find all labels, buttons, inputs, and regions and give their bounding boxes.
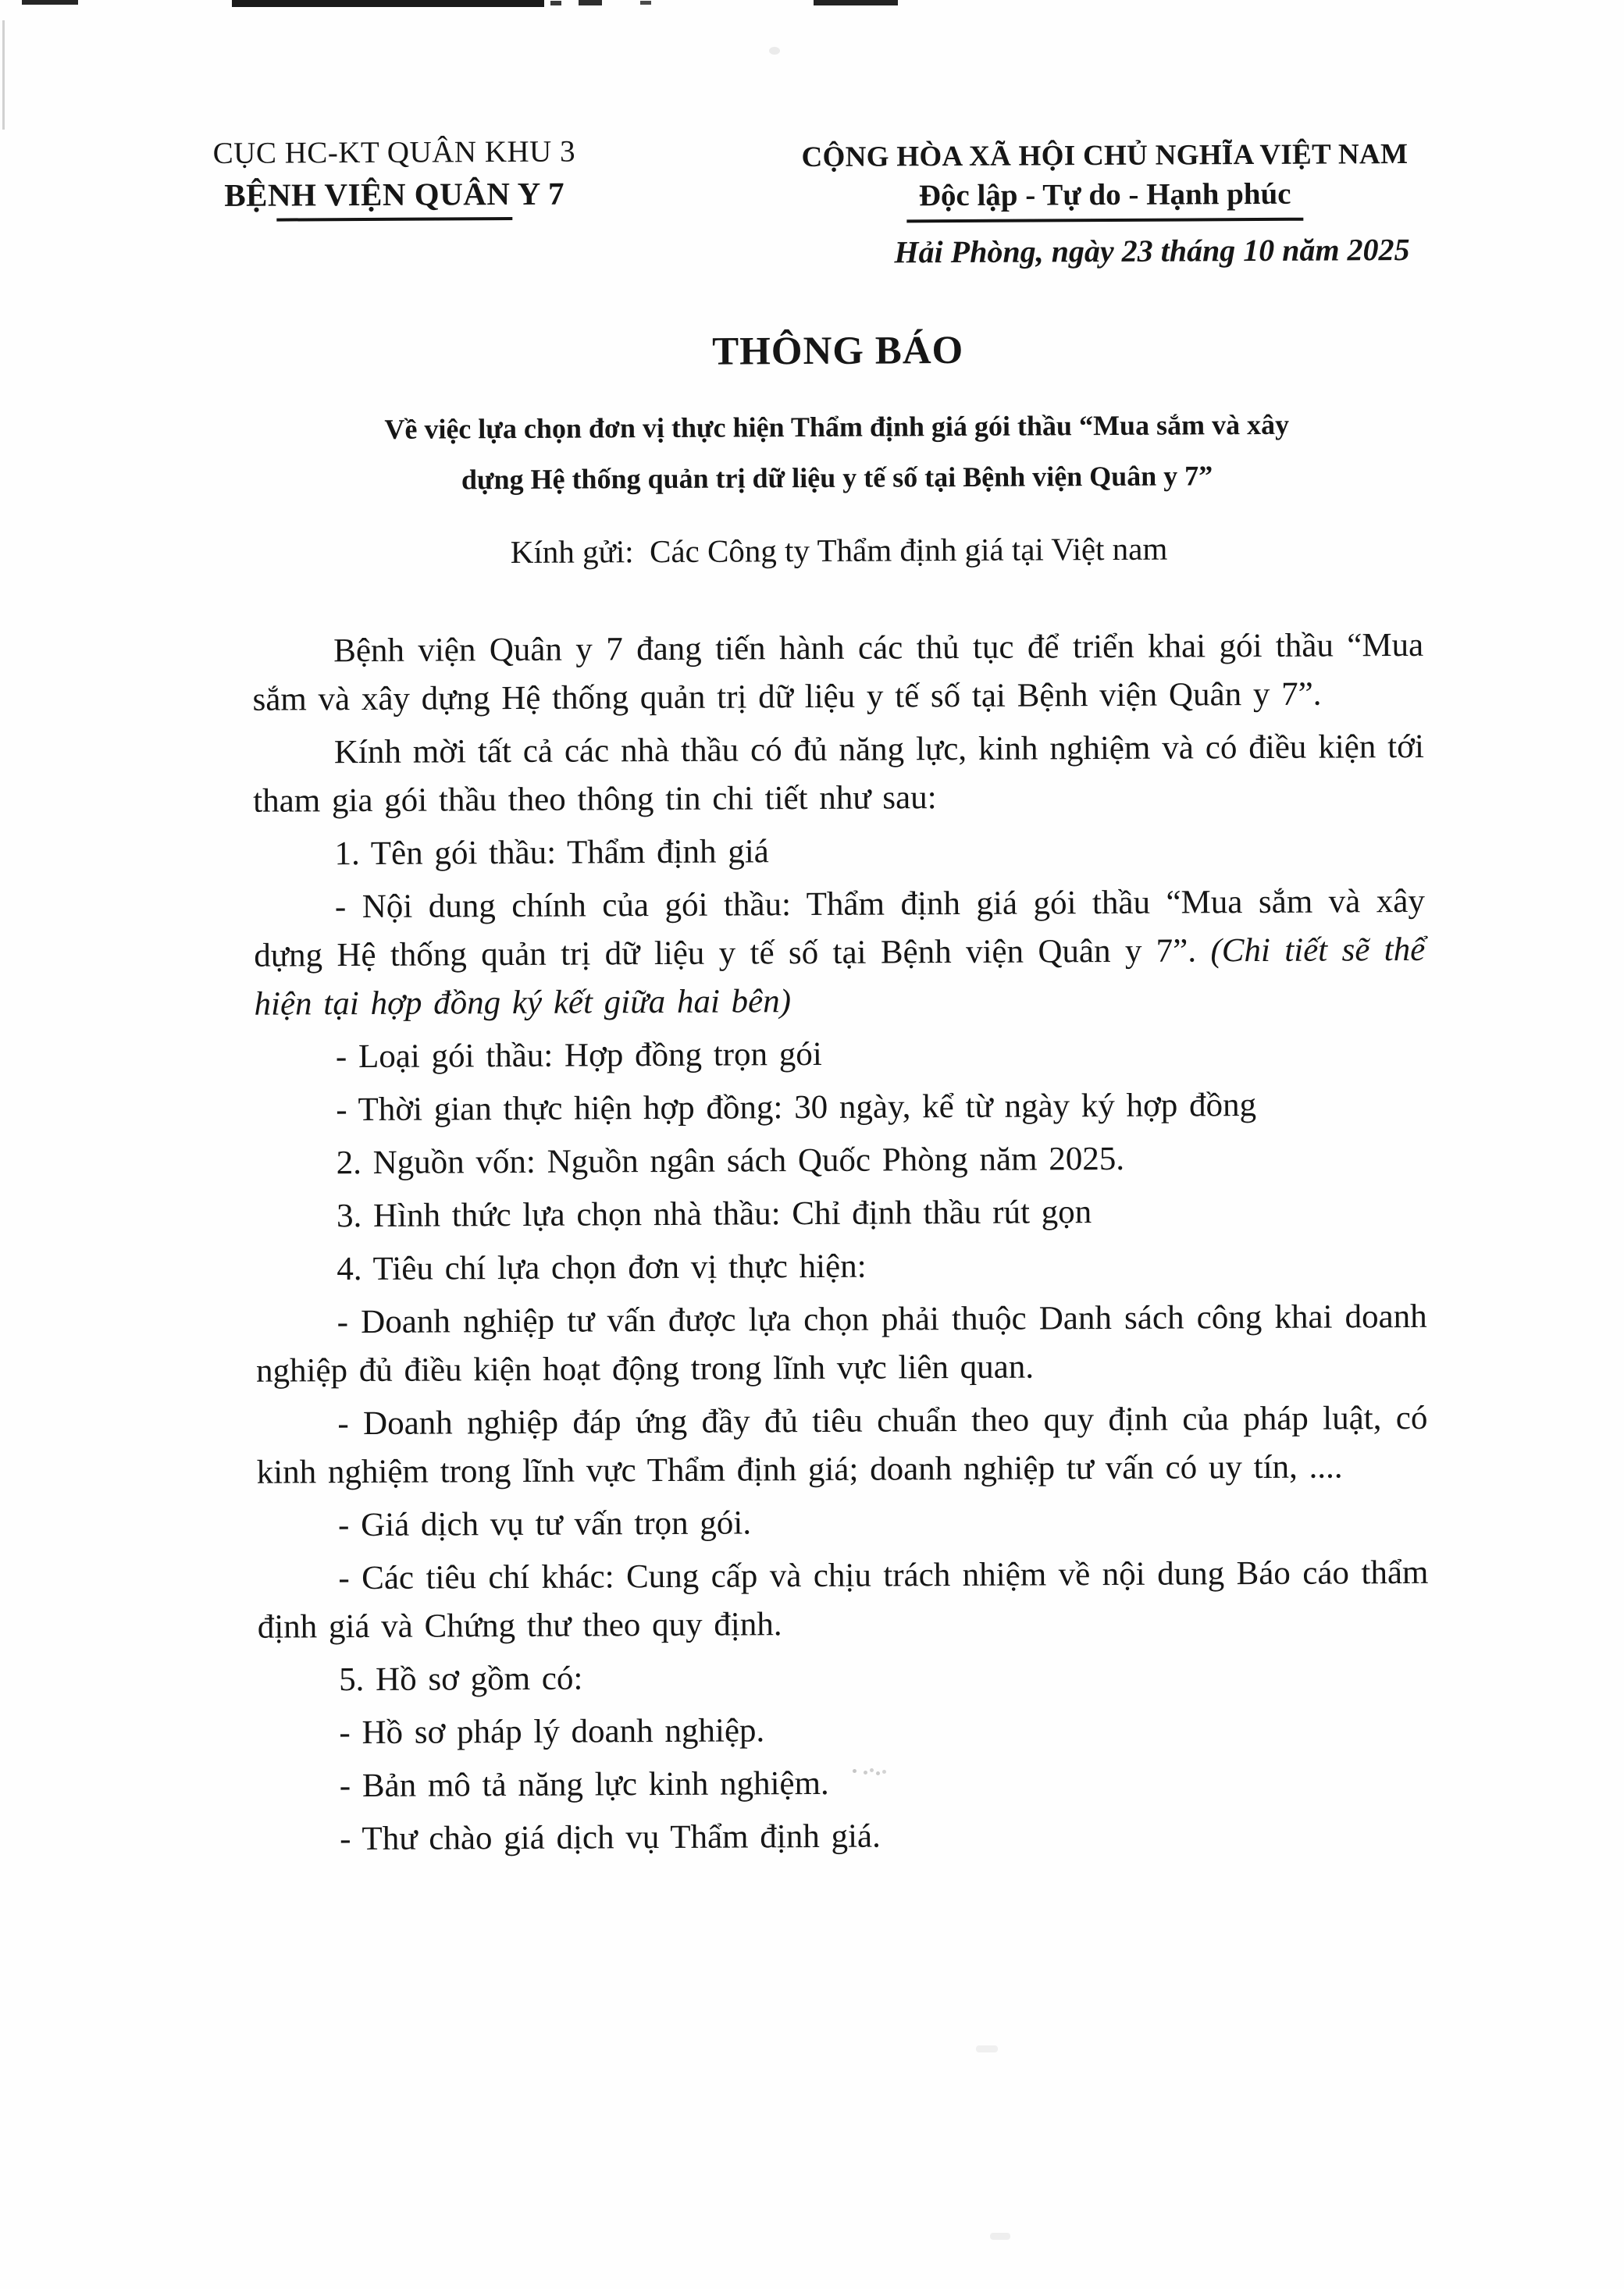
- body-item-duration: - Thời gian thực hiện hợp đồng: 30 ngày, kể từ ngày ký hợp đồng: [336, 1087, 1257, 1129]
- body-item-package-name: 1. Tên gói thầu: Thẩm định giá: [334, 833, 769, 873]
- body-item-dossier-heading: 5. Hồ sơ gồm có:: [338, 1660, 583, 1699]
- body-item-criteria-heading: 4. Tiêu chí lựa chọn đơn vị thực hiện:: [337, 1248, 867, 1288]
- national-header-block: [726, 135, 1484, 272]
- document-subject-line1: Về việc lựa chọn đơn vị thực hiện Thẩm định giá gói thầu “Mua sắm và xây: [384, 408, 1290, 445]
- place-date-line: Hải Phòng, ngày 23 tháng 10 năm 2025: [894, 231, 1410, 270]
- national-title: CỘNG HÒA XÃ HỘI CHỦ NGHĨA VIỆT NAM: [801, 137, 1409, 174]
- document-subject-line2: dựng Hệ thống quản trị dữ liệu y tế số tại Bệnh viện Quân y 7”: [461, 460, 1213, 496]
- document-subject: [212, 399, 1462, 507]
- body-item-dossier-legal: - Hồ sơ pháp lý doanh nghiệp.: [339, 1712, 765, 1752]
- salutation-line: Kính gửi: Các Công ty Thẩm định giá tại Việt nam: [510, 530, 1168, 571]
- org-underline: [276, 217, 512, 222]
- body-item-dossier-capacity: - Bản mô tả năng lực kinh nghiệm.: [339, 1764, 829, 1805]
- body-item-package-type: - Loại gói thầu: Hợp đồng trọn gói: [335, 1035, 822, 1076]
- body-item-criteria-list: - Doanh nghiệp tư vấn được lựa chọn phải thuộc Danh sách công khai doanh nghiệp đủ điều kiện hoạt động trong lĩnh vực liên quan.: [255, 1298, 1427, 1390]
- document-body: [252, 621, 1430, 1869]
- main-content-note-italic: (Chi tiết sẽ thể hiện tại hợp đồng ký kết giữa hai bên): [254, 931, 1426, 1023]
- body-item-criteria-price: - Giá dịch vụ tư vấn trọn gói.: [337, 1504, 752, 1544]
- body-paragraph-invitation: Kính mời tất cả các nhà thầu có đủ năng lực, kinh nghiệm và có điều kiện tới tham gia gói thầu theo thông tin chi tiết như sau:: [253, 728, 1425, 820]
- body-item-dossier-quotation: - Thư chào giá dịch vụ Thẩm định giá.: [340, 1817, 881, 1858]
- body-paragraph-intro: Bệnh viện Quân y 7 đang tiến hành các thủ tục để triển khai gói thầu “Mua sắm và xây dựng Hệ thống quản trị dữ liệu y tế số tại Bệnh viện Quân y 7”.: [252, 626, 1424, 718]
- body-item-main-content: [254, 878, 1426, 1029]
- body-item-criteria-standard: - Doanh nghiệp đáp ứng đầy đủ tiêu chuẩn theo quy định của pháp luật, có kinh nghiệm trong lĩnh vực Thẩm định giá; doanh nghiệp tư vấn có uy tín, ....: [256, 1399, 1428, 1491]
- parent-org-name: CỤC HC-KT QUÂN KHU 3: [212, 134, 576, 171]
- document-title: THÔNG BÁO: [712, 328, 964, 374]
- body-item-selection-form: 3. Hình thức lựa chọn nhà thầu: Chỉ định thầu rút gọn: [336, 1194, 1092, 1235]
- issuing-org-block: [172, 132, 618, 222]
- national-motto: [726, 176, 1483, 223]
- national-motto-text: Độc lập - Tự do - Hạnh phúc: [906, 177, 1304, 223]
- body-item-criteria-other: - Các tiêu chí khác: Cung cấp và chịu trách nhiệm về nội dung Báo cáo thẩm định giá và Chứng thư theo quy định.: [257, 1554, 1429, 1646]
- main-content-text: - Nội dung chính của gói thầu: Thẩm định giá gói thầu “Mua sắm và xây dựng Hệ thống quản trị dữ liệu y tế số tại Bệnh viện Quân y 7”.: [254, 882, 1426, 974]
- issuing-org-name: BỆNH VIỆN QUÂN Y 7: [224, 175, 565, 213]
- body-item-funding-source: 2. Nguồn vốn: Nguồn ngân sách Quốc Phòng năm 2025.: [336, 1140, 1125, 1182]
